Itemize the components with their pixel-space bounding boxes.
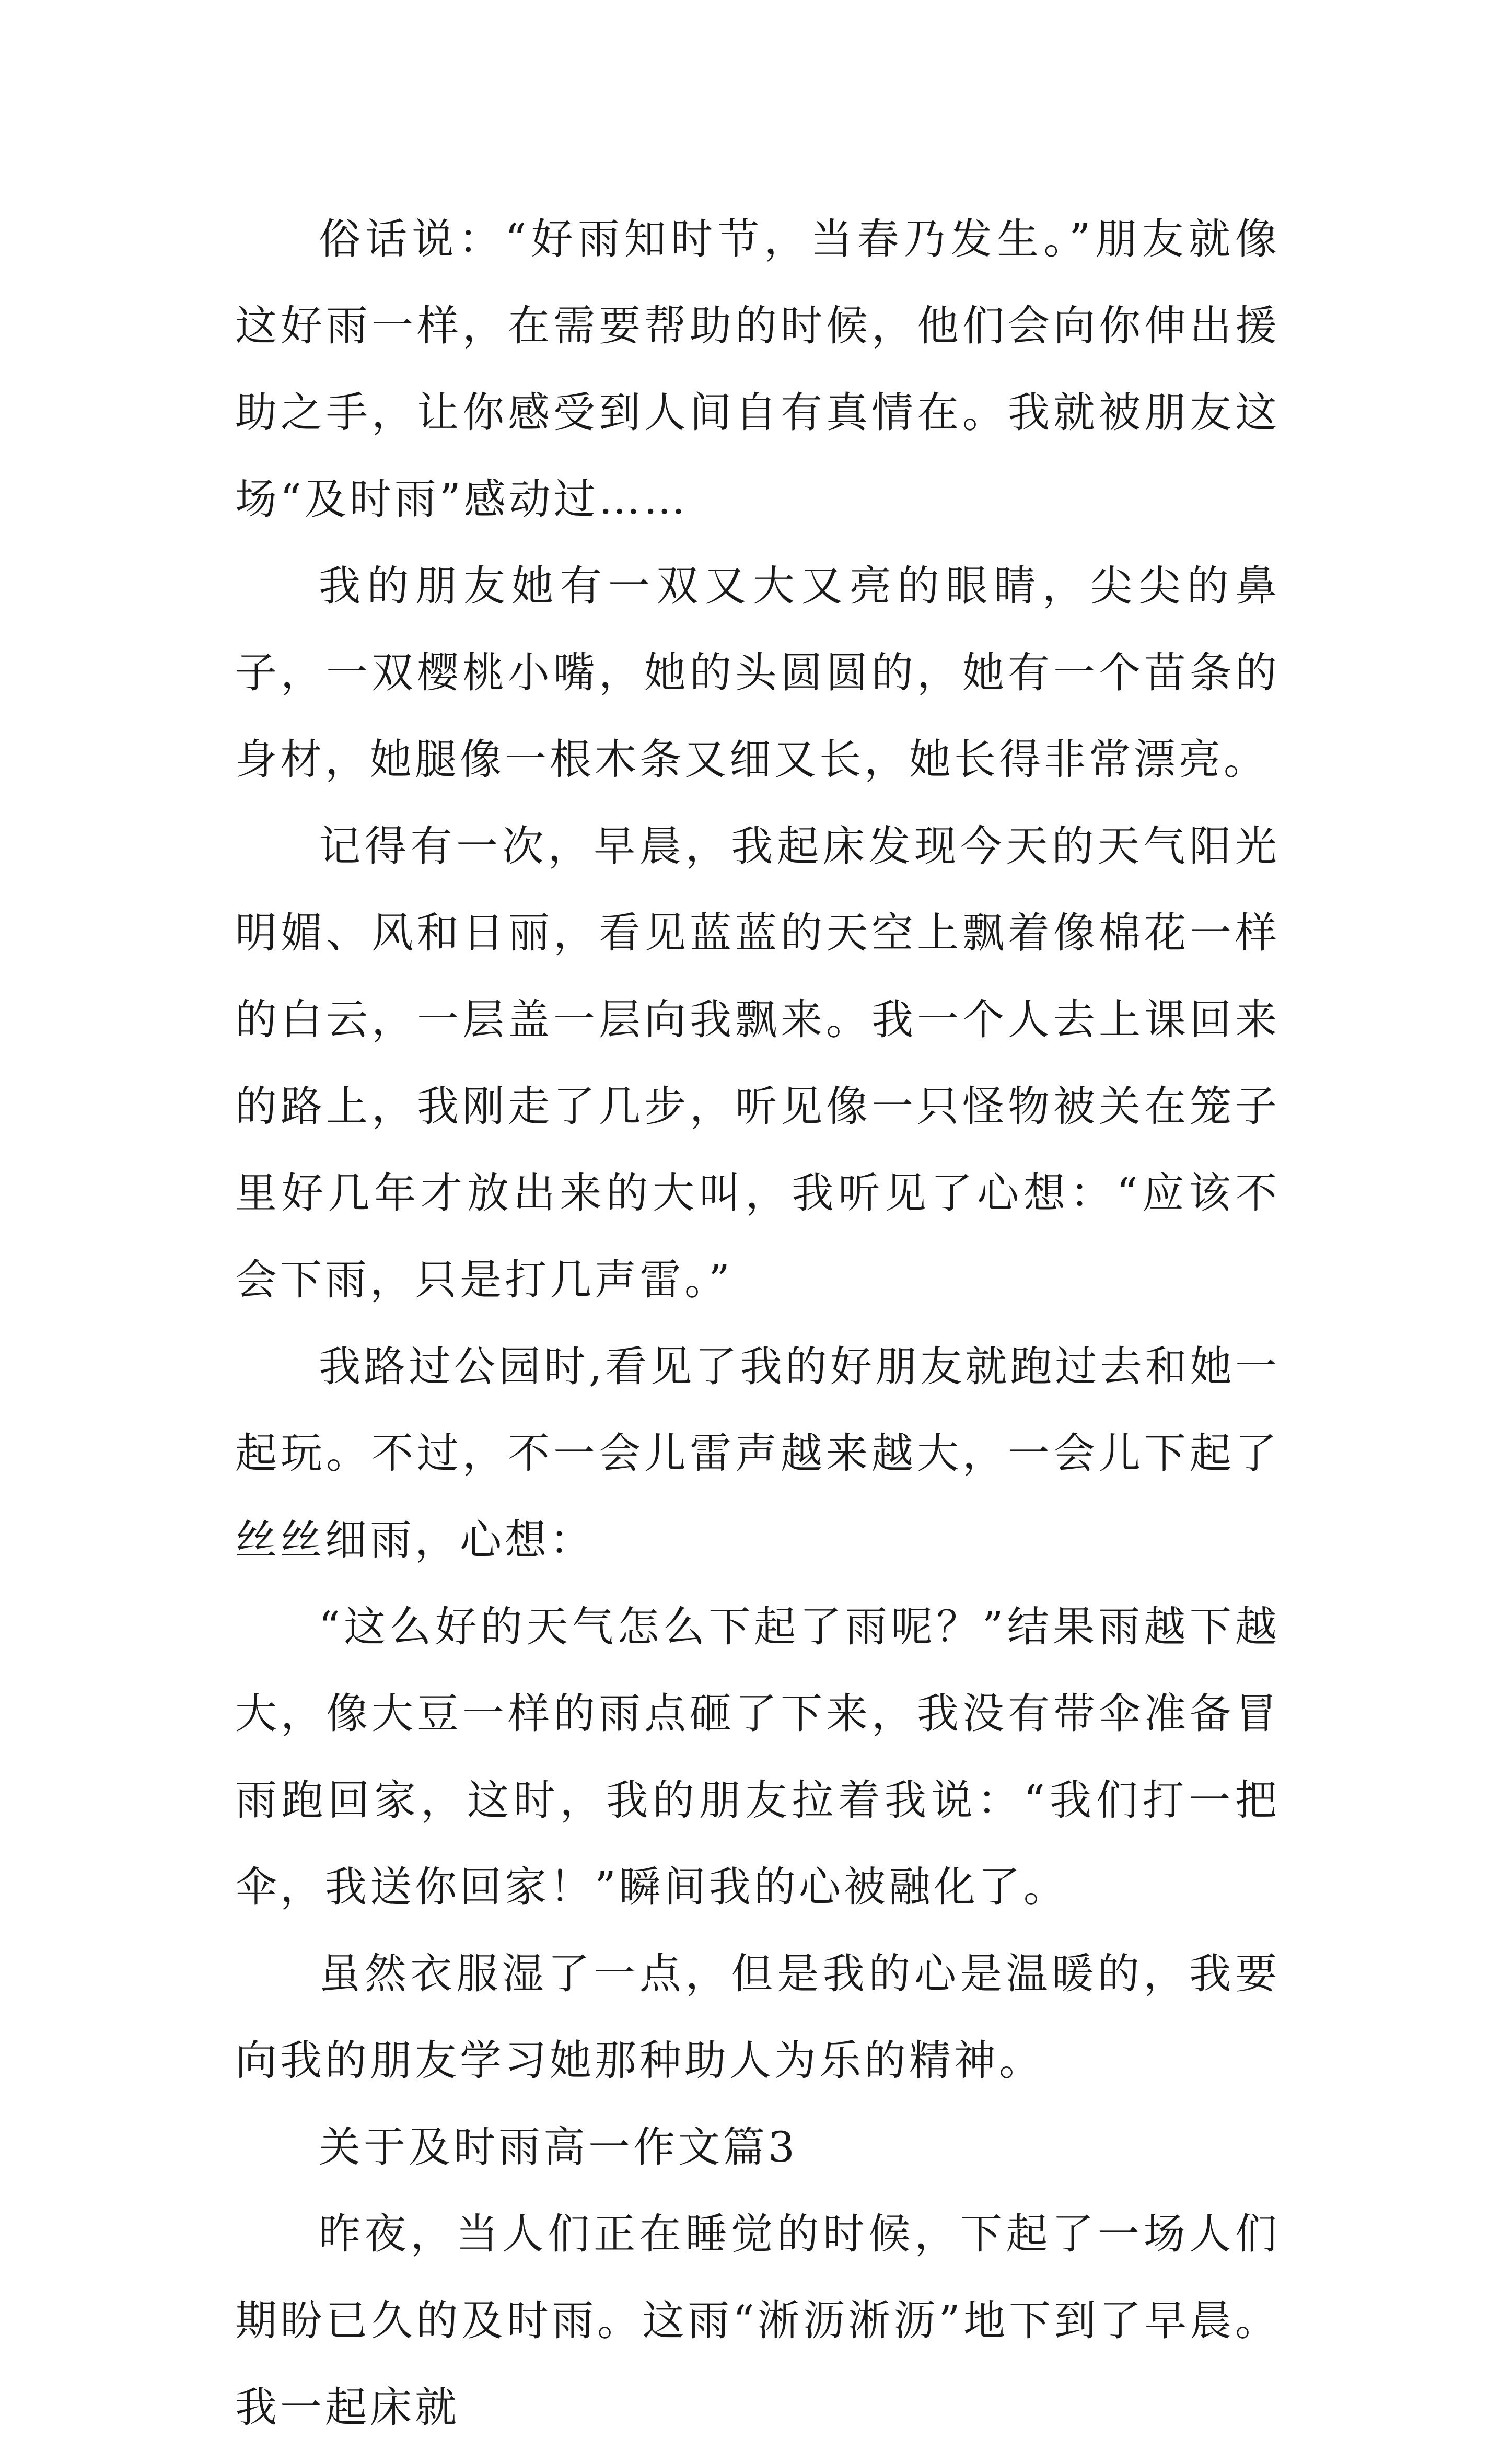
paragraph-last-night: 昨夜，当人们正在睡觉的时候，下起了一场人们期盼已久的及时雨。这雨“淅沥淅沥”地下到了早晨。我一起床就 bbox=[235, 2210, 1280, 2432]
paragraph-intro: 俗话说：“好雨知时节，当春乃发生。”朋友就像这好雨一样，在需要帮助的时候，他们会向你伸出援助之手，让你感受到人间自有真情在。我就被朋友这场“及时雨”感动过…… bbox=[235, 215, 1280, 524]
document-page bbox=[235, 196, 1280, 2451]
paragraph-friend-description: 我的朋友她有一双又大又亮的眼睛，尖尖的鼻子，一双樱桃小嘴，她的头圆圆的，她有一个苗条的身材，她腿像一根木条又细又长，她长得非常漂亮。 bbox=[235, 562, 1280, 784]
paragraph-park: 我路过公园时,看见了我的好朋友就跑过去和她一起玩。不过，不一会儿雷声越来越大，一会儿下起了丝丝细雨，心想： bbox=[235, 1342, 1280, 1564]
section-heading: 关于及时雨高一作文篇3 bbox=[319, 2123, 798, 2171]
paragraph-rain: “这么好的天气怎么下起了雨呢？”结果雨越下越大，像大豆一样的雨点砸了下来，我没有带伞准备冒雨跑回家，这时，我的朋友拉着我说：“我们打一把伞，我送你回家！”瞬间我的心被融化了。 bbox=[235, 1602, 1280, 1911]
paragraph-conclusion: 虽然衣服湿了一点，但是我的心是温暖的，我要向我的朋友学习她那种助人为乐的精神。 bbox=[235, 1949, 1280, 2085]
paragraph-morning: 记得有一次，早晨，我起床发现今天的天气阳光明媚、风和日丽，看见蓝蓝的天空上飘着像棉花一样的白云，一层盖一层向我飘来。我一个人去上课回来的路上，我刚走了几步，听见像一只怪物被关在笼子里好几年才放出来的大叫，我听见了心想：“应该不会下雨，只是打几声雷。” bbox=[235, 822, 1280, 1304]
